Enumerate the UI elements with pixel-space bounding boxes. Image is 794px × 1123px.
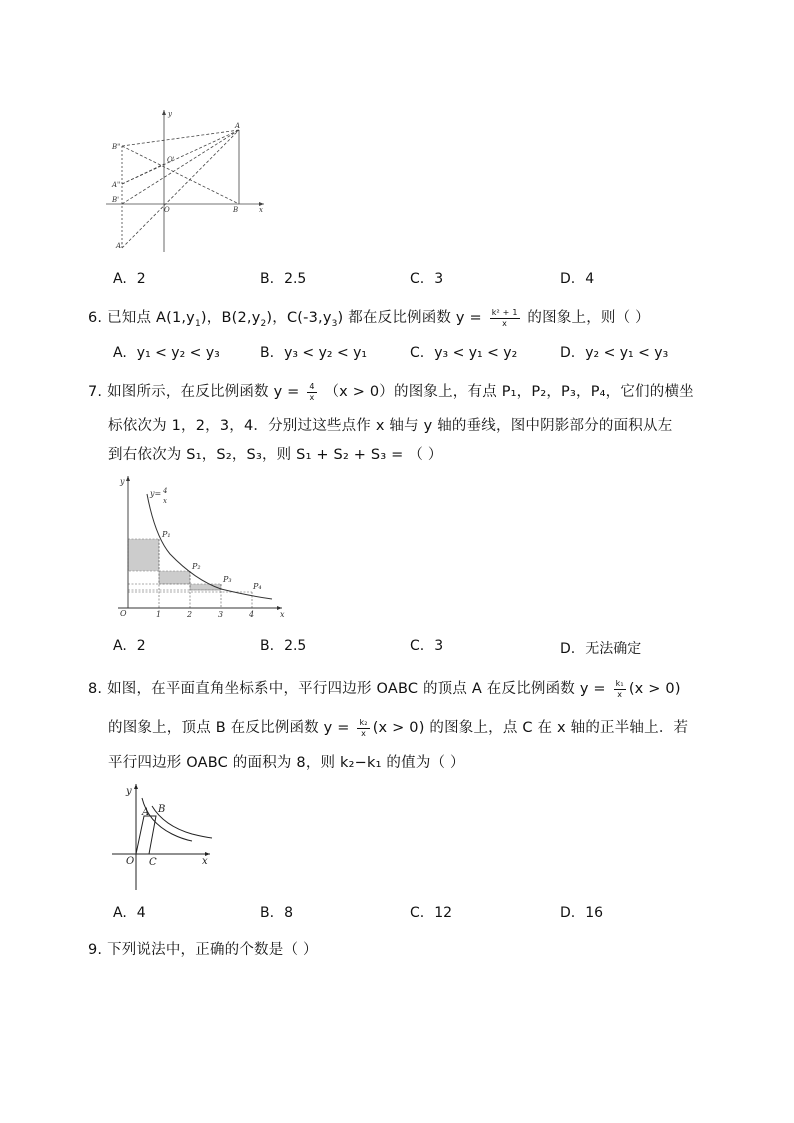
fig8-axis-x: x — [202, 856, 208, 867]
fig8-point-b: B — [158, 804, 166, 815]
q6-options — [113, 345, 733, 365]
fig7-func-label: y= — [150, 489, 162, 498]
point-label-b-double-prime: B" — [112, 143, 121, 151]
q8-fraction-k1: $\frac{\text{k₁}}{x}$ — [615, 678, 624, 699]
q6-number: 6. — [88, 310, 103, 326]
point-label-a-prime: A' — [116, 242, 123, 250]
q7-option-c[interactable]: C. 3 — [410, 638, 444, 654]
q5-option-b[interactable]: B. 2.5 — [260, 271, 307, 287]
fig7-axis-y: y — [120, 477, 125, 486]
fig7-point-p3: P₃ — [223, 575, 232, 584]
q5-option-c[interactable]: C. 3 — [410, 271, 444, 287]
q6-option-c[interactable]: C. y₃ < y₁ < y₂ — [410, 345, 518, 361]
fig7-origin: O — [120, 609, 127, 618]
figure-q8-parallelogram — [112, 782, 224, 892]
q9-stem: 9. 下列说法中，正确的个数是（ ） — [88, 942, 318, 958]
figure-q7-inverse-function — [110, 474, 290, 622]
q8-stem-line2: 的图象上，顶点 B 在反比例函数 y = $\frac{\text{k₂}}{x}$ (x > 0) 的图象上，点 C 在 x 轴的正半轴上．若 — [108, 717, 689, 738]
fig8-axis-y: y — [126, 786, 132, 797]
fig7-axis-x: x — [280, 610, 285, 619]
q8-option-c[interactable]: C. 12 — [410, 905, 453, 921]
q7-fraction: $\frac{4}{x}$ — [309, 381, 315, 402]
point-label-a-double-prime: A" — [112, 181, 121, 189]
fig7-tick-1: 1 — [156, 610, 162, 619]
q8-number: 8. — [88, 681, 103, 697]
q8-stem-line3: 平行四边形 OABC 的面积为 8，则 k₂−k₁ 的值为（ ） — [108, 755, 465, 771]
q5-option-d[interactable]: D. 4 — [560, 271, 595, 287]
q7-stem-line3: 到右依次为 S₁，S₂，S₃，则 S₁ + S₂ + S₃ = （ ） — [108, 447, 443, 463]
q5-options — [113, 271, 733, 291]
q7-options — [113, 638, 733, 658]
fig7-func-num: 4 — [163, 487, 168, 495]
fig7-tick-3: 3 — [218, 610, 224, 619]
q7-option-d[interactable]: D. 无法确定 — [560, 641, 642, 657]
fig8-origin: O — [126, 856, 135, 867]
q8-options — [113, 905, 733, 925]
q7-stem-line1: 7. 如图所示，在反比例函数 y = $\frac{4}{x}$ （x > 0）的图象上，有点 P₁，P₂，P₃，P₄，它们的横坐 — [88, 381, 694, 402]
axis-label-x: x — [259, 206, 263, 214]
q6-fraction: $\frac{\text{k² + 1}}{x}$ — [491, 307, 518, 328]
q6-option-a[interactable]: A. y₁ < y₂ < y₃ — [113, 345, 220, 361]
q7-option-a[interactable]: A. 2 — [113, 638, 146, 654]
q7-stem-line2: 标依次为 1，2，3，4．分别过这些点作 x 轴与 y 轴的垂线，图中阴影部分的面积从左 — [108, 418, 673, 434]
fig8-point-c: C — [149, 857, 157, 868]
q9-number: 9. — [88, 942, 103, 958]
q6-option-d[interactable]: D. y₂ < y₁ < y₃ — [560, 345, 669, 361]
q8-option-a[interactable]: A. 4 — [113, 905, 146, 921]
q8-option-d[interactable]: D. 16 — [560, 905, 604, 921]
fig7-point-p4: P₄ — [253, 582, 262, 591]
fig7-tick-2: 2 — [187, 610, 193, 619]
point-label-a: A — [235, 122, 241, 130]
fig7-point-p1: P₁ — [162, 530, 171, 539]
point-label-b: B — [233, 206, 239, 214]
fig7-func-den: x — [163, 497, 167, 505]
q6-stem: 6. 已知点 $A(1,y_1)$，$B(2,y_2)$，$C(-3,y_3)$ 都在反比例函数 y = $\frac{\text{k² + 1}}{x}$ 的图象上，则（ ） — [88, 307, 650, 329]
fig8-point-a: A — [142, 807, 150, 818]
q8-stem-line1: 8. 如图，在平面直角坐标系中，平行四边形 OABC 的顶点 A 在反比例函数 y = $\frac{\text{k₁}}{x}$ (x > 0) — [88, 678, 681, 699]
q7-option-b[interactable]: B. 2.5 — [260, 638, 307, 654]
fig7-point-p2: P₂ — [192, 562, 201, 571]
q5-option-a[interactable]: A. 2 — [113, 271, 146, 287]
figure-q5-coordinate-diagram — [104, 108, 274, 254]
q8-option-b[interactable]: B. 8 — [260, 905, 293, 921]
axis-label-y: y — [168, 110, 172, 118]
fig7-tick-4: 4 — [249, 610, 255, 619]
q7-number: 7. — [88, 384, 103, 400]
point-label-o: O — [164, 206, 170, 214]
point-label-o-prime: O' — [167, 156, 175, 164]
point-label-b-prime: B' — [112, 196, 120, 204]
q6-option-b[interactable]: B. y₃ < y₂ < y₁ — [260, 345, 368, 361]
q8-fraction-k2: $\frac{\text{k₂}}{x}$ — [359, 717, 368, 738]
